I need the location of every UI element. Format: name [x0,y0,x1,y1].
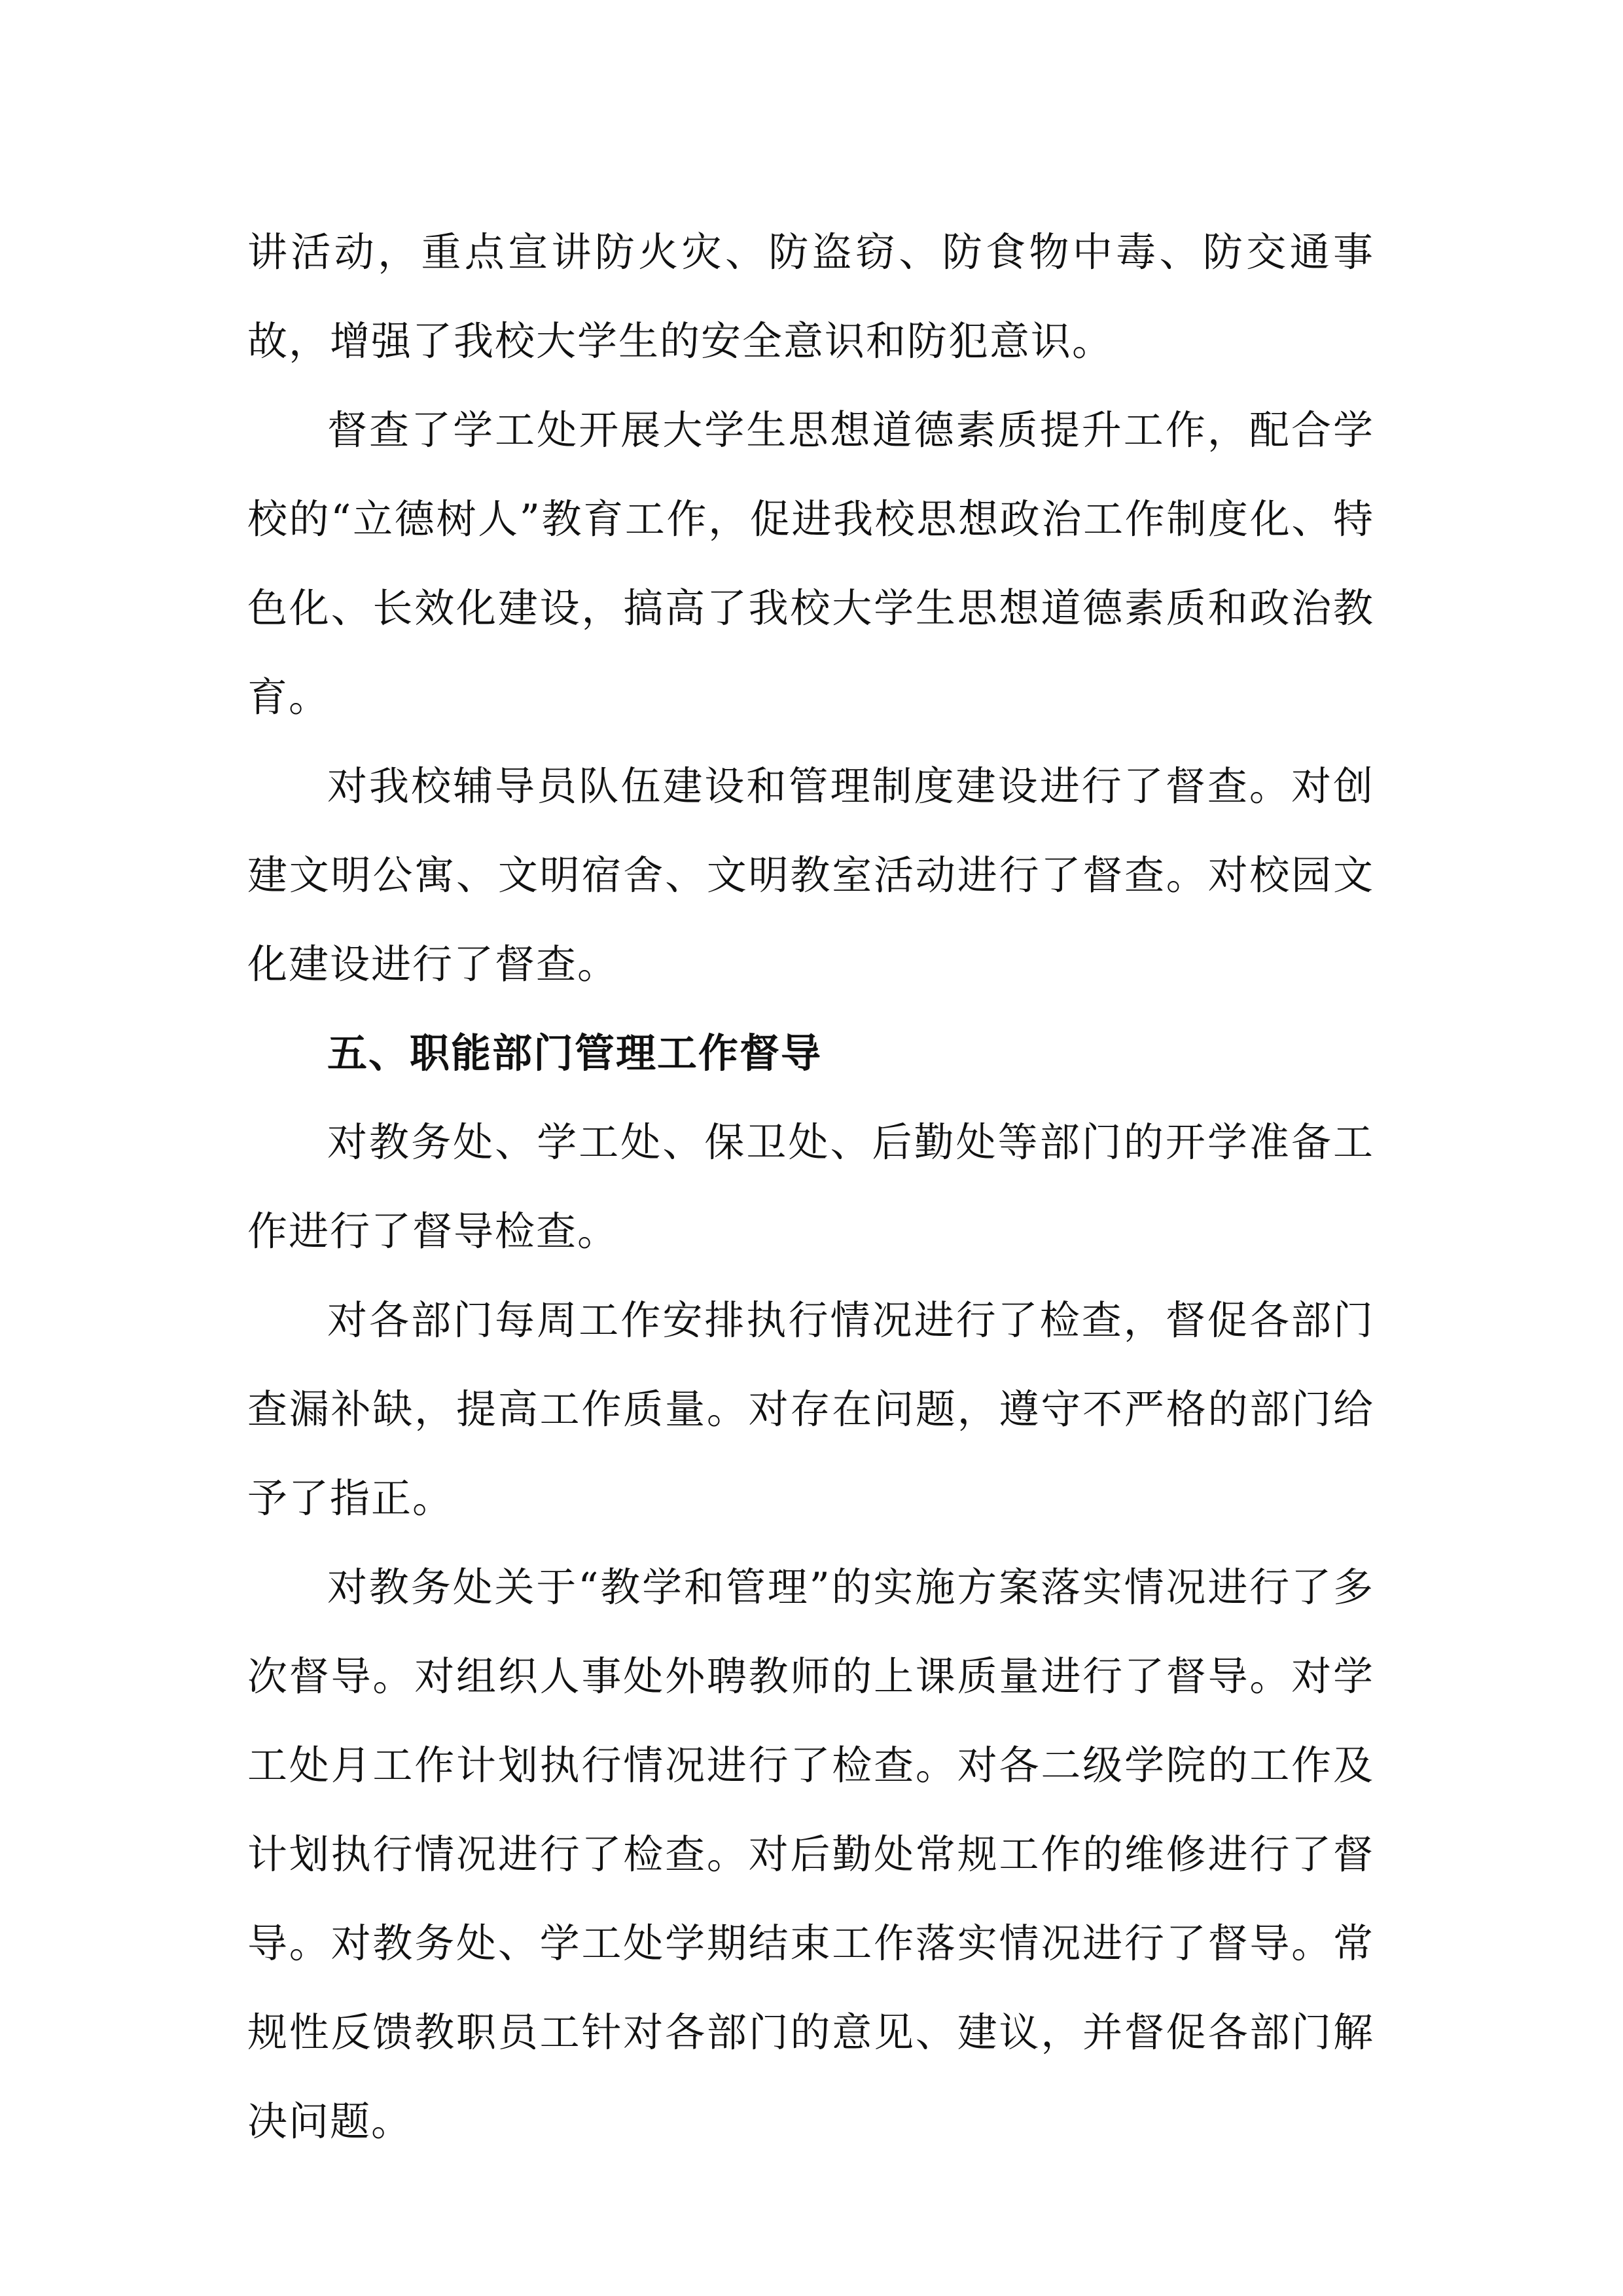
paragraph-continued-safety-lectures: 讲活动，重点宣讲防火灾、防盗窃、防食物中毒、防交通事故，增强了我校大学生的安全意识和防犯意识。 [247,229,1374,365]
paragraph-teaching-management: 对教务处关于“教学和管理”的实施方案落实情况进行了多次督导。对组织人事处外聘教师的上课质量进行了督导。对学工处月工作计划执行情况进行了检查。对各二级学院的工作及计划执行情况进行了检查。对后勤处常规工作的维修进行了督导。对教务处、学工处学期结束工作落实情况进行了督导。常规性反馈教职员工针对各部门的意见、建议，并督促各部门解决问题。 [247,1564,1374,2145]
paragraph-moral-education: 督查了学工处开展大学生思想道德素质提升工作，配合学校的“立德树人”教育工作，促进我校思想政治工作制度化、特色化、长效化建设，搞高了我校大学生思想道德素质和政治教育。 [247,407,1374,721]
paragraph-opening-preparation: 对教务处、学工处、保卫处、后勤处等部门的开学准备工作进行了督导检查。 [247,1119,1374,1255]
section-heading: 五、职能部门管理工作督导 [327,1030,823,1077]
paragraph-weekly-work-check: 对各部门每周工作安排执行情况进行了检查，督促各部门查漏补缺，提高工作质量。对存在问题，遵守不严格的部门给予了指正。 [247,1297,1374,1522]
document-body [247,208,1374,2166]
paragraph-counselor-inspection: 对我校辅导员队伍建设和管理制度建设进行了督查。对创建文明公寓、文明宿舍、文明教室活动进行了督查。对校园文化建设进行了督查。 [247,763,1374,988]
